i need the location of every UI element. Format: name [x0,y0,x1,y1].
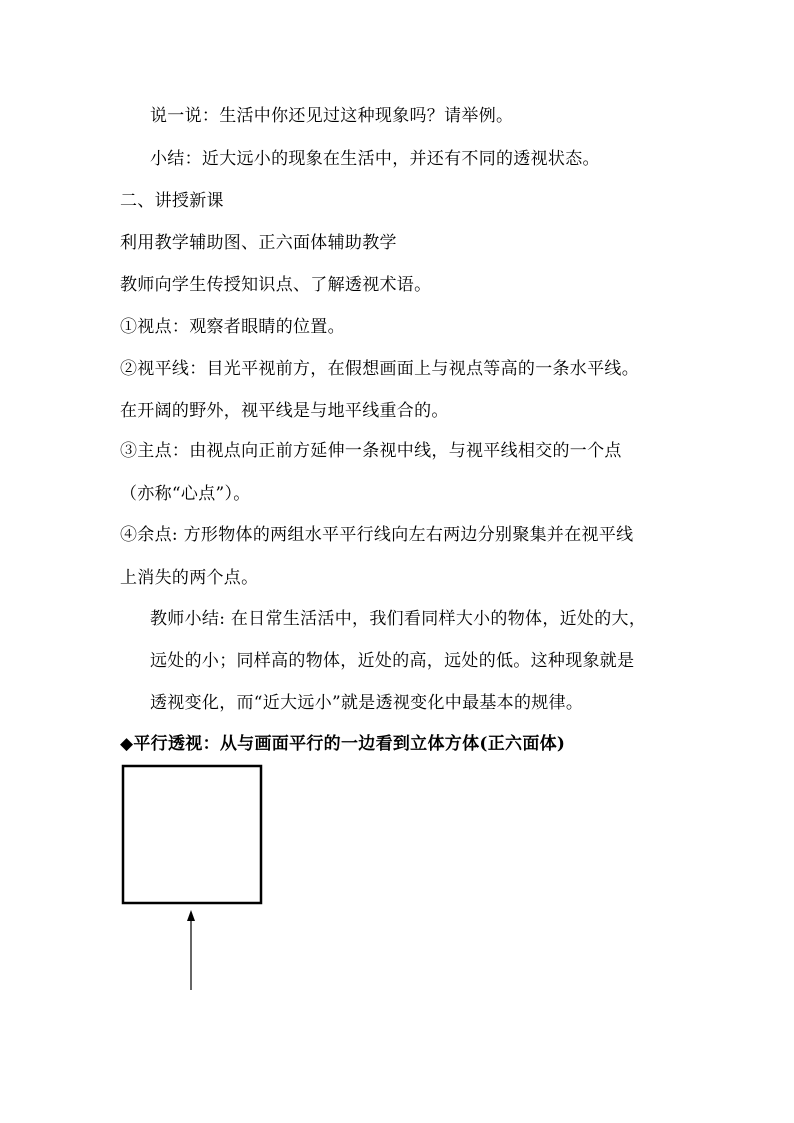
section-heading: 二、讲授新课 [120,191,224,211]
term-principal-point-cont: （亦称“心点”）。 [120,484,251,504]
parallel-perspective-figure [120,764,270,1004]
term-viewpoint: ①视点：观察者眼睛的位置。 [120,317,345,337]
term-horizon-line-cont: 在开阔的野外，视平线是与地平线重合的。 [120,401,449,421]
term-vanishing-point: ④余点: 方形物体的两组水平平行线向左右两边分别聚集并在视平线 [120,525,634,545]
square-face [123,766,261,903]
text-line-aids: 利用教学辅助图、正六面体辅助教学 [120,233,397,253]
parallel-perspective-heading: ◆平行透视：从与画面平行的一边看到立体方体(正六面体) [120,734,566,754]
teacher-summary-1: 教师小结: 在日常生活活中，我们看同样大小的物体，近处的大， [150,609,647,629]
text-line-teacher: 教师向学生传授知识点、了解透视术语。 [120,275,432,295]
arrow-up-icon [187,910,195,921]
teacher-summary-2: 远处的小；同样高的物体，近处的高，远处的低。这种现象就是 [150,651,635,671]
term-vanishing-point-cont: 上消失的两个点。 [120,568,259,588]
text-line-summary: 小结：近大远小的现象在生活中，并还有不同的透视状态。 [150,149,600,169]
term-principal-point: ③主点：由视点向正前方延伸一条视中线，与视平线相交的一个点 [120,441,622,461]
text-line-discuss: 说一说：生活中你还见过这种现象吗？请举例。 [150,106,514,126]
term-horizon-line: ②视平线：目光平视前方，在假想画面上与视点等高的一条水平线。 [120,359,639,379]
teacher-summary-3: 透视变化，而“近大远小”就是透视变化中最基本的规律。 [150,693,584,713]
